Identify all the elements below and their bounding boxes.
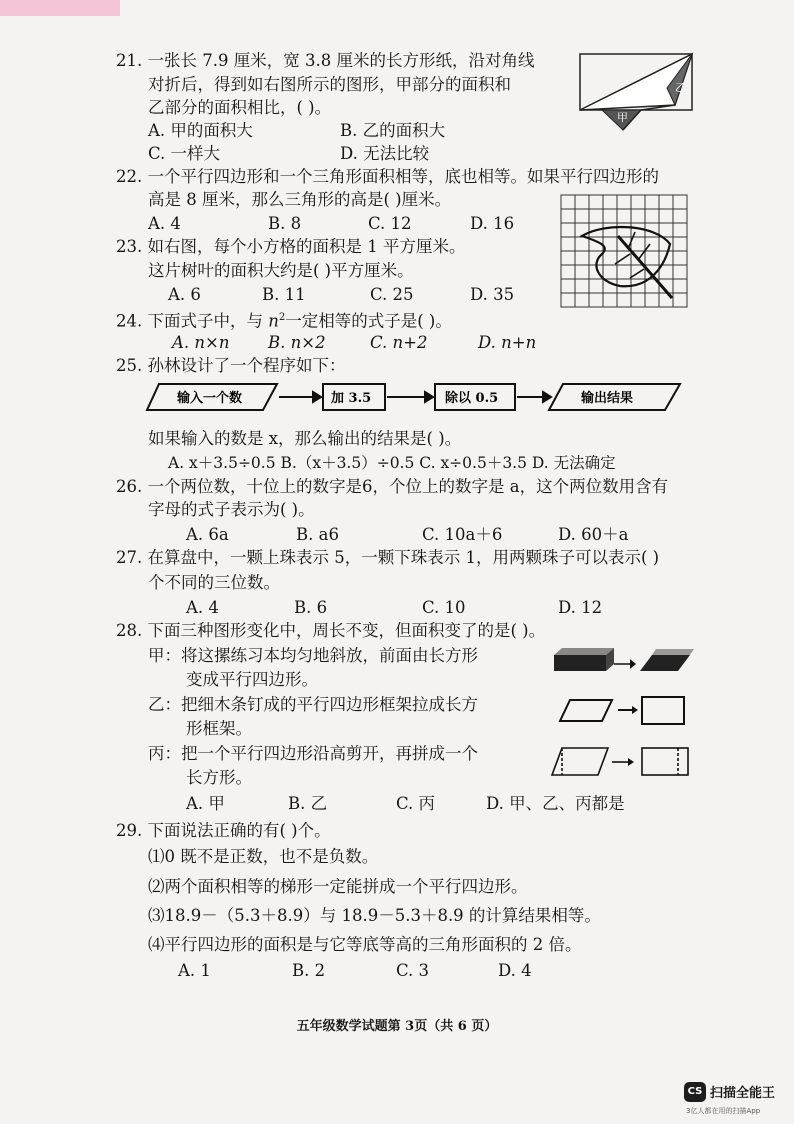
watermark-title: 扫描全能王 [710, 1086, 776, 1101]
q28-option-d: D. 甲、乙、丙都是 [486, 794, 625, 813]
q26-line1: 26. 一个两位数，十位上的数字是6，个位上的数字是 a，这个两位数用含有 [116, 477, 669, 496]
q27-option-d: D. 12 [558, 598, 603, 617]
q29-option-c: C. 3 [396, 961, 430, 980]
q29-statement-1: ⑴0 既不是正数，也不是负数。 [148, 847, 379, 866]
q24-option-d: D. n+n [478, 333, 537, 352]
q21-option-b: B. 乙的面积大 [340, 121, 446, 140]
fig-yi-label: 乙 [675, 81, 686, 94]
q25-options: A. x＋3.5÷0.5 B.（x＋3.5）÷0.5 C. x÷0.5＋3.5 D. 无法确定 [168, 454, 616, 472]
flow-box-divide: 除以 0.5 [445, 391, 499, 406]
q24-option-c: C. n+2 [370, 333, 428, 352]
q26-option-c: C. 10a＋6 [422, 525, 503, 544]
q25-line2: 如果输入的数是 x，那么输出的结果是( )。 [148, 429, 462, 448]
q27-line1: 27. 在算盘中，一颗上珠表示 5，一颗下珠表示 1，用两颗珠子可以表示( ) [116, 548, 660, 567]
q22-option-b: B. 8 [268, 214, 302, 233]
q29-option-a: A. 1 [178, 961, 211, 980]
q22-line1: 22. 一个平行四边形和一个三角形面积相等，底也相等。如果平行四边形的 [116, 167, 659, 186]
q28-option-a: A. 甲 [186, 794, 225, 813]
page-footer: 五年级数学试题第 3页（共 6 页） [296, 1019, 498, 1034]
q23-option-d: D. 35 [470, 285, 515, 304]
q21-option-c: C. 一样大 [148, 144, 221, 163]
pink-scan-mark [0, 0, 120, 16]
program-flowchart [145, 380, 685, 414]
q21-line1: 21. 一张长 7.9 厘米，宽 3.8 厘米的长方形纸，沿对角线 [116, 51, 535, 70]
q28-bing-line1: 丙：把一个平行四边形沿高剪开，再拼成一个 [148, 744, 478, 763]
q24-n: n [268, 311, 279, 331]
shape-transform-figures [548, 645, 698, 785]
q24-text-b: 一定相等的式子是( )。 [285, 311, 452, 331]
q28-yi-line2: 形框架。 [186, 719, 252, 738]
flow-box-add: 加 3.5 [331, 391, 372, 406]
flow-box-input: 输入一个数 [177, 391, 243, 406]
q23-option-a: A. 6 [168, 285, 201, 304]
q27-option-b: B. 6 [294, 598, 328, 617]
q29-option-b: B. 2 [292, 961, 326, 980]
q24-line1 [116, 307, 452, 333]
wood-frame-figure [560, 697, 684, 724]
q29-statement-2: ⑵两个面积相等的梯形一定能拼成一个平行四边形。 [148, 877, 528, 896]
q22-option-c: C. 12 [368, 214, 412, 233]
q29-option-d: D. 4 [498, 961, 532, 980]
q28-line1: 28. 下面三种图形变化中，周长不变，但面积变了的是( )。 [116, 621, 546, 640]
q23-line1: 23. 如右图，每个小方格的面积是 1 平方厘米。 [116, 237, 466, 256]
q28-bing-line2: 长方形。 [186, 768, 252, 787]
fig-jia-label: 甲 [617, 111, 628, 124]
watermark-subtitle: 3亿人都在用的扫描App [686, 1107, 761, 1115]
q25-line1: 25. 孙林设计了一个程序如下： [116, 356, 346, 375]
q28-jia-line1: 甲：将这摞练习本均匀地斜放，前面由长方形 [148, 646, 478, 665]
notebook-stack-figure [554, 648, 694, 671]
q26-option-b: B. a6 [296, 525, 339, 544]
q28-jia-line2: 变成平行四边形。 [186, 670, 318, 689]
q21-option-d: D. 无法比较 [340, 144, 430, 163]
q27-option-c: C. 10 [422, 598, 466, 617]
q29-statement-3: ⑶18.9－（5.3＋8.9）与 18.9－5.3＋8.9 的计算结果相等。 [148, 906, 601, 925]
q24-sup: 2 [278, 312, 286, 323]
q29-line1: 29. 下面说法正确的有( )个。 [116, 821, 331, 840]
q28-option-c: C. 丙 [396, 794, 436, 813]
q23-option-c: C. 25 [370, 285, 414, 304]
q23-line2: 这片树叶的面积大约是( )平方厘米。 [148, 261, 414, 280]
folded-rectangle-figure [575, 50, 700, 140]
q26-line2: 字母的式子表示为( )。 [148, 500, 315, 519]
q24-option-a: A. n×n [172, 333, 230, 352]
q21-line3: 乙部分的面积相比，( )。 [148, 98, 332, 117]
q27-line2: 个不同的三位数。 [148, 573, 280, 592]
q22-option-a: A. 4 [148, 214, 181, 233]
q27-option-a: A. 4 [186, 598, 219, 617]
q21-option-a: A. 甲的面积大 [148, 121, 253, 140]
q28-option-b: B. 乙 [288, 794, 328, 813]
q21-line2: 对折后，得到如右图所示的图形，甲部分的面积和 [148, 75, 511, 94]
camscanner-logo-icon: CS [684, 1082, 706, 1102]
q24-option-b: B. n×2 [268, 333, 326, 352]
q22-line2: 高是 8 厘米，那么三角形的高是( )厘米。 [148, 190, 452, 209]
parallelogram-cut-figure [552, 748, 688, 775]
flow-box-output: 输出结果 [581, 391, 634, 406]
q22-option-d: D. 16 [470, 214, 515, 233]
q26-option-d: D. 60＋a [558, 525, 629, 544]
q23-option-b: B. 11 [262, 285, 306, 304]
q24-text-a: 24. 下面式子中，与 [116, 311, 269, 331]
q26-option-a: A. 6a [186, 525, 229, 544]
q29-statement-4: ⑷平行四边形的面积是与它等底等高的三角形面积的 2 倍。 [148, 935, 582, 954]
leaf-grid-figure [560, 194, 690, 314]
q28-yi-line1: 乙：把细木条钉成的平行四边形框架拉成长方 [148, 695, 478, 714]
